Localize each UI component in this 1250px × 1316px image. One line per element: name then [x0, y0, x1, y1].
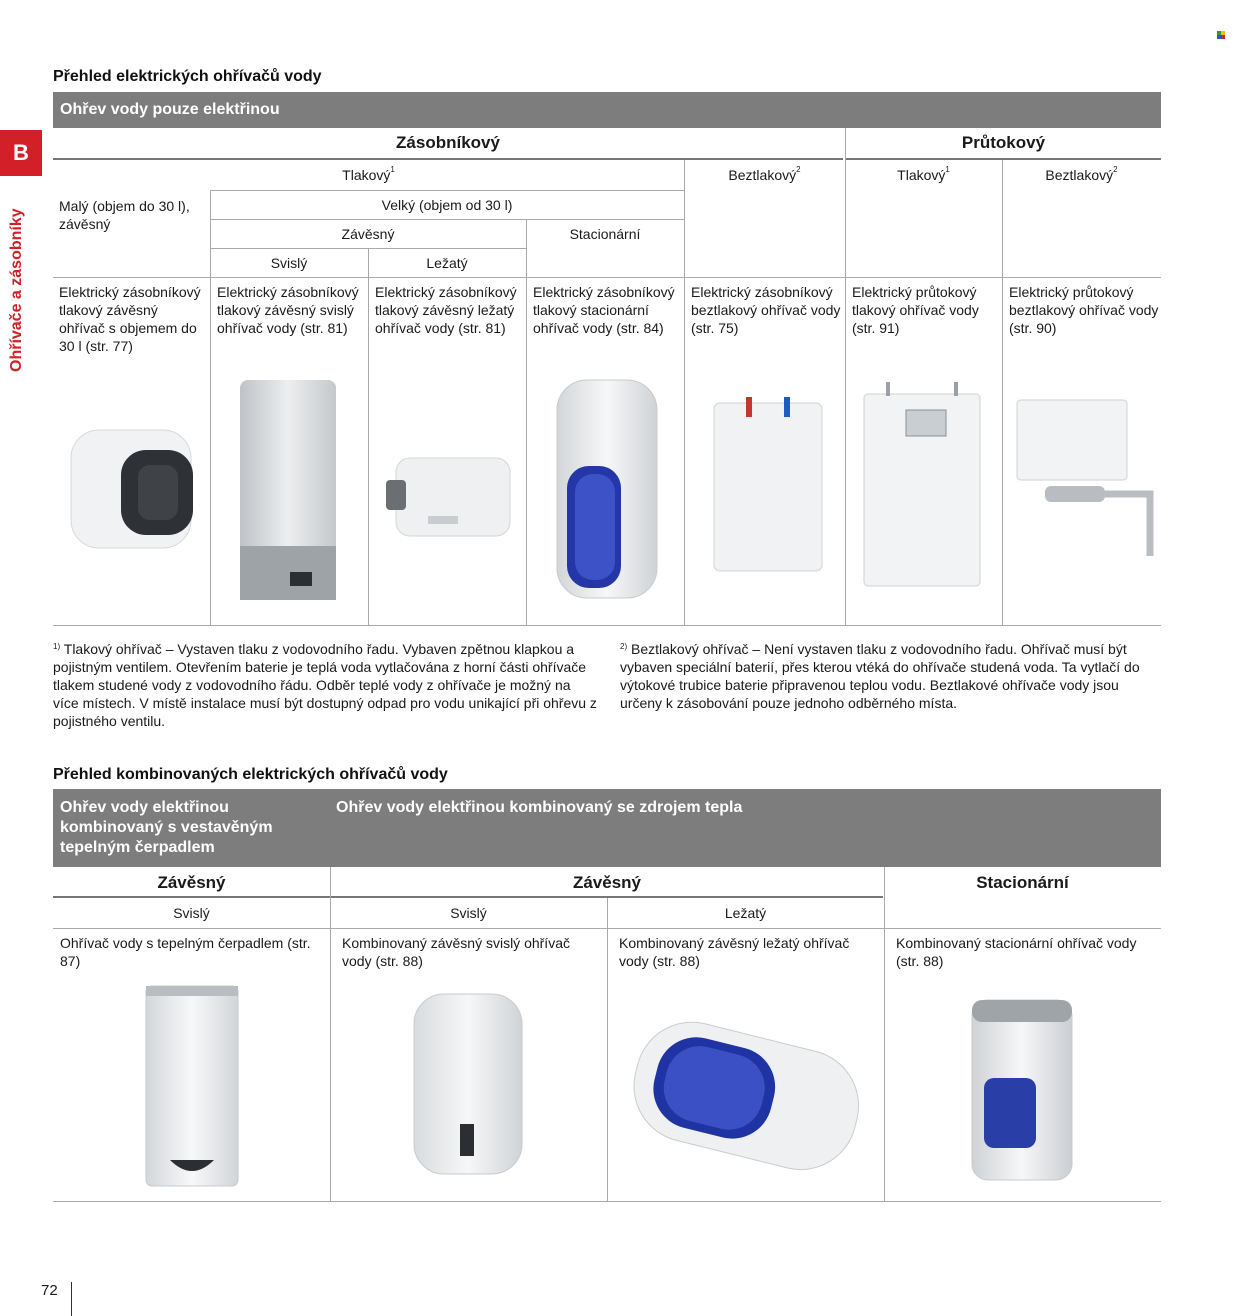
footnote-beztlakovy: $^{2)}$ Beztlakový ohřívač – Není vystaven tlaku z vodovodního řadu. Ohřívač musí být vybaven speciální baterií, přes kterou vtéká do ohřívače studená voda. Ta vytlačí do výtokové trubice baterie připravenou teplou vodu. Beztlakové ohřívače vody jsou určeny k zásobování pouze jednoho odběrného místa.	[620, 641, 1140, 711]
product-desc: Elektrický zásobníkový beztlakový ohřívač vody (str. 75)	[691, 284, 841, 336]
section1-band	[53, 92, 1161, 128]
small-heater-image	[66, 425, 196, 555]
product-desc: Ohřívač vody s tepelným čerpadlem (str. 87)	[60, 935, 311, 969]
col-divider	[884, 867, 885, 1201]
col-divider	[684, 160, 685, 625]
product-desc: Elektrický průtokový beztlakový ohřívač vody (str. 90)	[1009, 284, 1159, 336]
flow-heater-pressurized-image	[862, 380, 982, 590]
section-side-label: Ohřívače a zásobníky	[8, 208, 25, 372]
col-divider	[1002, 160, 1003, 625]
header-zasobnikovy: Zásobníkový	[396, 133, 500, 152]
rule	[210, 219, 684, 220]
col-divider	[526, 219, 527, 625]
header-tlakovy-prutokovy: Tlakový$^1$	[897, 165, 950, 183]
header-beztlakovy: Beztlakový$^2$	[728, 165, 801, 183]
combined-horizontal-heater-image	[624, 998, 870, 1188]
header-tlakovy: Tlakový$^1$	[342, 165, 395, 183]
section2-title: Přehled kombinovaných elektrických ohřívačů vody	[53, 766, 448, 783]
rule	[53, 277, 1161, 278]
col-divider	[368, 248, 369, 625]
vertical-heater-image	[238, 376, 338, 604]
page-number-divider	[71, 1282, 72, 1316]
header-svisly: Svislý	[270, 255, 308, 271]
product-desc: Kombinovaný závěsný ležatý ohřívač vody (str. 88)	[619, 935, 850, 969]
section2-band-left: Ohřev vody elektřinou kombinovaný s vestavěným tepelným čerpadlem	[60, 799, 273, 856]
heatpump-heater-image	[142, 982, 242, 1190]
rule	[53, 158, 843, 160]
section2-band-right: Ohřev vody elektřinou kombinovaný se zdrojem tepla	[336, 799, 743, 816]
header-zavesny: Závěsný	[341, 226, 395, 242]
header-lezaty-combined: Ležatý	[724, 905, 767, 921]
header-lezaty: Ležatý	[426, 255, 468, 271]
product-desc: Elektrický zásobníkový tlakový závěsný svislý ohřívač vody (str. 81)	[217, 284, 359, 336]
brand-mark-icon	[1217, 26, 1225, 34]
product-desc: Elektrický zásobníkový tlakový závěsný ohřívač s objemem do 30 l (str. 77)	[59, 284, 201, 354]
flow-heater-unpressurized-image	[1015, 396, 1165, 576]
combined-standing-heater-image	[970, 998, 1074, 1182]
header-svisly-heatpump: Svislý	[173, 905, 210, 921]
rule	[846, 158, 1161, 160]
combined-vertical-heater-image	[412, 992, 524, 1182]
product-desc: Kombinovaný závěsný svislý ohřívač vody (str. 88)	[342, 935, 570, 969]
header-svisly-combined: Svislý	[450, 905, 487, 921]
col-divider	[845, 128, 846, 625]
footnote-tlakovy: $^{1)}$ Tlakový ohřívač – Vystaven tlaku z vodovodního řadu. Vybaven zpětnou klapkou a pojistným ventilem. Otevřením baterie je teplá voda vytlačována z horní části ohřívače tlakem studené vody z vodovodního řádu. Odběr teplé vody z ohřívače je možný na více místech. V místě instalace musí být dostupný odpad pro vodu unikající při ohřevu z pojistného ventilu.	[53, 641, 597, 729]
standing-heater-image	[553, 376, 661, 604]
product-desc: Elektrický průtokový tlakový ohřívač vody (str. 91)	[852, 284, 979, 336]
section1-band-label: Ohřev vody pouze elektřinou	[60, 101, 280, 118]
rule	[210, 190, 684, 191]
rule	[53, 625, 1161, 626]
horizontal-heater-image	[384, 452, 514, 542]
header-velky: Velký (objem od 30 l)	[381, 197, 513, 213]
rule	[53, 1201, 1161, 1202]
header-stacionarni-combined: Stacionární	[976, 873, 1069, 892]
header-zavesny-heatpump: Závěsný	[157, 873, 226, 892]
header-maly: Malý (objem do 30 l), závěsný	[59, 198, 190, 232]
header-beztlakovy-prutokovy: Beztlakový$^2$	[1045, 165, 1118, 183]
product-desc: Elektrický zásobníkový tlakový závěsný ležatý ohřívač vody (str. 81)	[375, 284, 517, 336]
header-prutokovy: Průtokový	[961, 133, 1046, 152]
unpressurized-heater-image	[710, 395, 826, 575]
product-desc: Elektrický zásobníkový tlakový stacionární ohřívač vody (str. 84)	[533, 284, 675, 336]
section1-title: Přehled elektrických ohřívačů vody	[53, 68, 322, 85]
section-letter-tab: B	[0, 130, 42, 176]
product-desc: Kombinovaný stacionární ohřívač vody (str. 88)	[896, 935, 1137, 969]
rule	[53, 896, 883, 898]
header-stacionarni: Stacionární	[569, 226, 641, 242]
col-divider	[607, 898, 608, 1201]
header-zavesny-combined: Závěsný	[572, 873, 642, 892]
page-number: 72	[41, 1282, 58, 1299]
section2-band	[53, 789, 1161, 867]
